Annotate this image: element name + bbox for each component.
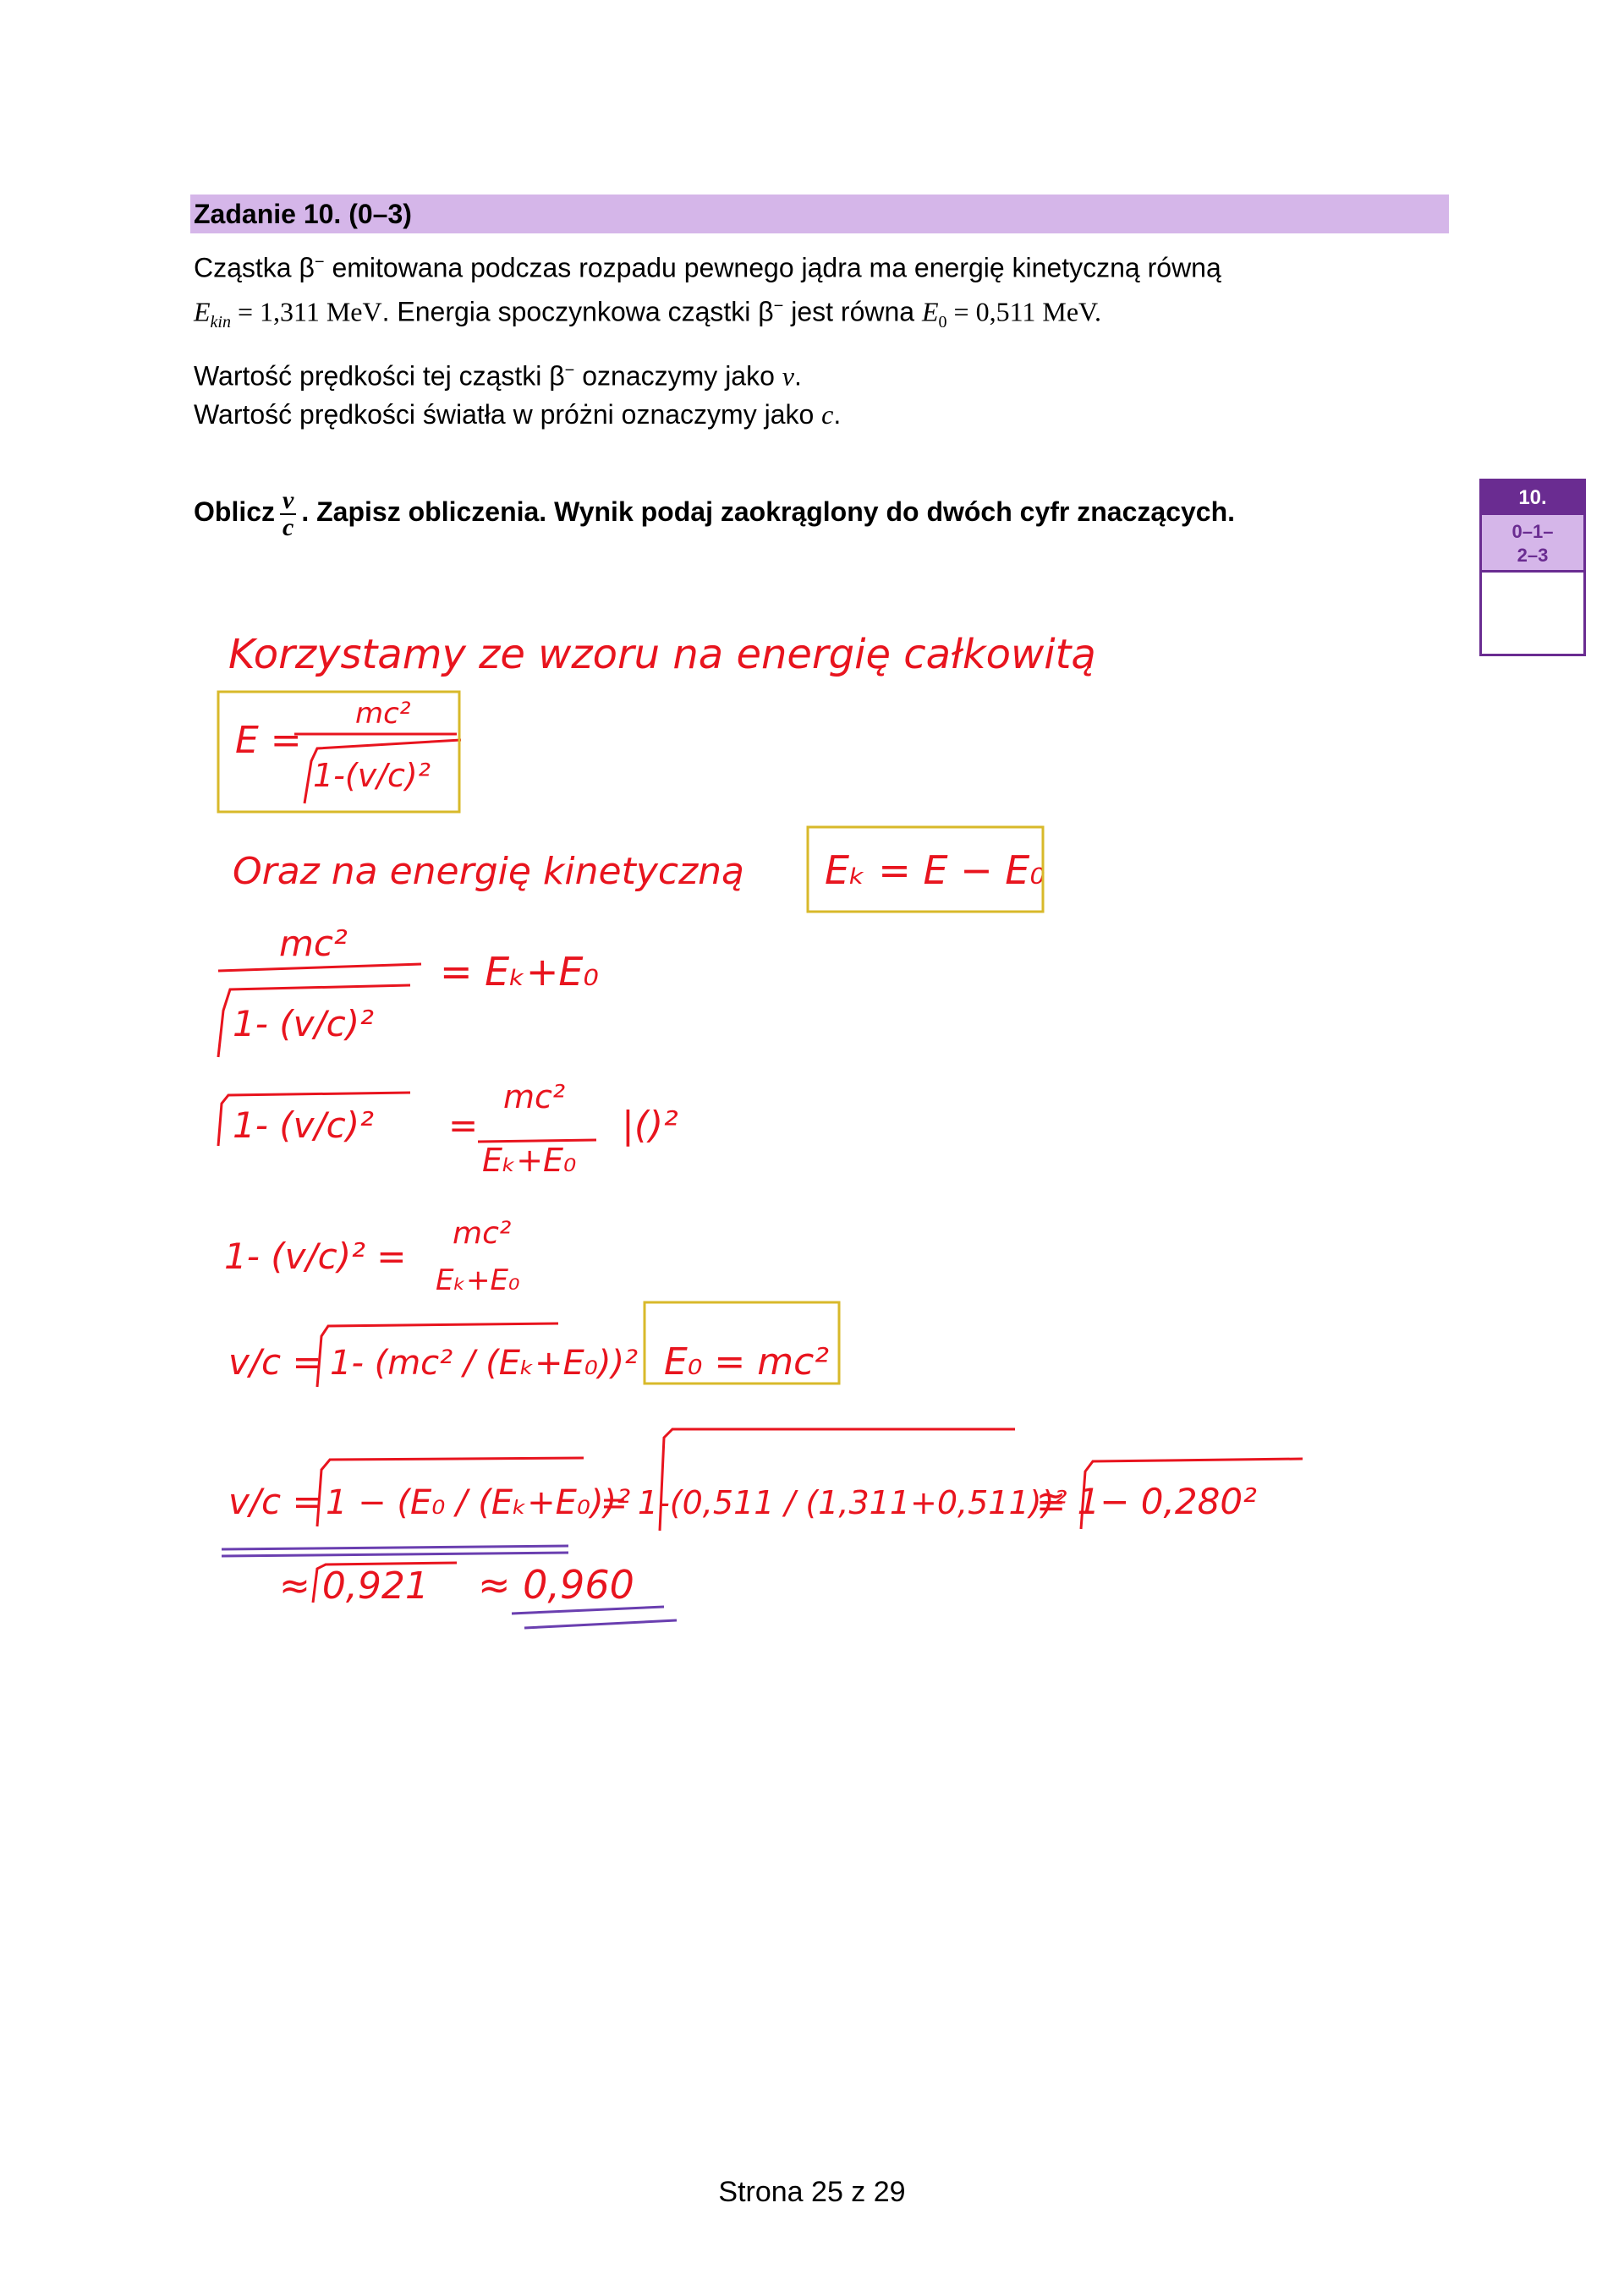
underline [524,1620,677,1628]
formula-kinetic-energy: Eₖ = E − E₀ [825,847,1045,893]
math-symbol: E [921,296,939,327]
text-fragment: emitowana podczas rozpadu pewnego jądra ma energię kinetyczną równą [324,252,1221,283]
text-fragment: . [833,399,842,430]
math-symbol: c [821,399,834,430]
step5-numeric: = 1-(0,511 / (1,311+0,511))² [601,1484,1067,1521]
step4-rhs: 1- (mc² / (Eₖ+E₀))² [330,1344,639,1383]
math-symbol: v [782,360,794,392]
math-symbol: E [194,296,211,327]
instruction-verb: Oblicz [194,496,276,527]
handwriting-line-2: Oraz na energię kinetyczną [233,850,745,893]
fraction-numerator: v [280,488,296,515]
text-fragment: Wartość prędkości światła w próżni oznaczymy jako [194,399,822,430]
final-result: ≈ 0,960 [478,1562,634,1608]
superscript: − [564,361,575,380]
step5-approx: ≅ 1− 0,280² [1036,1481,1257,1522]
score-range-line: 2–3 [1517,545,1549,566]
text-fragment: . Energia spoczynkowa cząstki β [381,296,774,327]
page-footer: Strona 25 z 29 [718,2176,906,2208]
step1-denominator: 1- (v/c)² [233,1003,374,1044]
superscript: − [773,297,784,315]
step3-lhs: 1- (v/c)² = [224,1236,407,1277]
underline [512,1607,664,1614]
step1-numerator: mc² [279,923,348,964]
formula-energy-numerator: mc² [355,697,411,731]
math-value: = 0,511 MeV [946,296,1095,327]
text-fragment: jest równa [783,296,922,327]
formula-energy-lhs: E = [235,719,302,762]
score-task-number: 10. [1482,481,1583,515]
text-fragment: . [1095,296,1102,327]
text-fragment: Cząstka β [194,252,315,283]
math-subscript: kin [210,313,231,332]
math-subscript: 0 [938,313,947,332]
step3-numerator: mc² [453,1216,512,1251]
underline [222,1553,568,1556]
step1-rhs: = Eₖ+E₀ [440,949,599,995]
step3-denominator: Eₖ+E₀ [436,1263,520,1297]
math-value: = 1,311 MeV [230,296,382,327]
text-fragment: . [793,360,802,392]
fraction-denominator: c [283,512,294,541]
fraction-bar [218,964,421,971]
text-fragment: oznaczymy jako [574,360,782,392]
instruction-text: . Zapisz obliczenia. Wynik podaj zaokrąglony do dwóch cyfr znaczących. [301,496,1236,527]
text-fragment: Wartość prędkości tej cząstki β [194,360,565,392]
task-header: Zadanie 10. (0–3) [190,195,1449,233]
step4-lhs: v/c = [228,1341,322,1383]
fraction-bar [478,1140,596,1142]
step2-denominator: Eₖ+E₀ [482,1142,577,1179]
formula-energy-denominator: 1-(v/c)² [313,757,431,794]
step5-symbolic: 1 − (E₀ / (Eₖ+E₀))² [326,1483,631,1522]
step2-numerator: mc² [503,1078,566,1115]
step5-lhs: v/c = [228,1481,322,1522]
underline [222,1546,568,1549]
handwriting-line-1: Korzystamy ze wzoru na energię całkowitą [228,631,1096,678]
step2-equals: = [448,1104,479,1146]
formula-rest-energy: E₀ = mc² [664,1340,829,1384]
score-range-line: 0–1– [1512,521,1554,542]
superscript: − [314,253,325,271]
step2-operation: |()² [622,1104,678,1147]
step6-root: ≈ 0,921 [279,1564,429,1608]
step2-lhs: 1- (v/c)² [233,1104,374,1146]
